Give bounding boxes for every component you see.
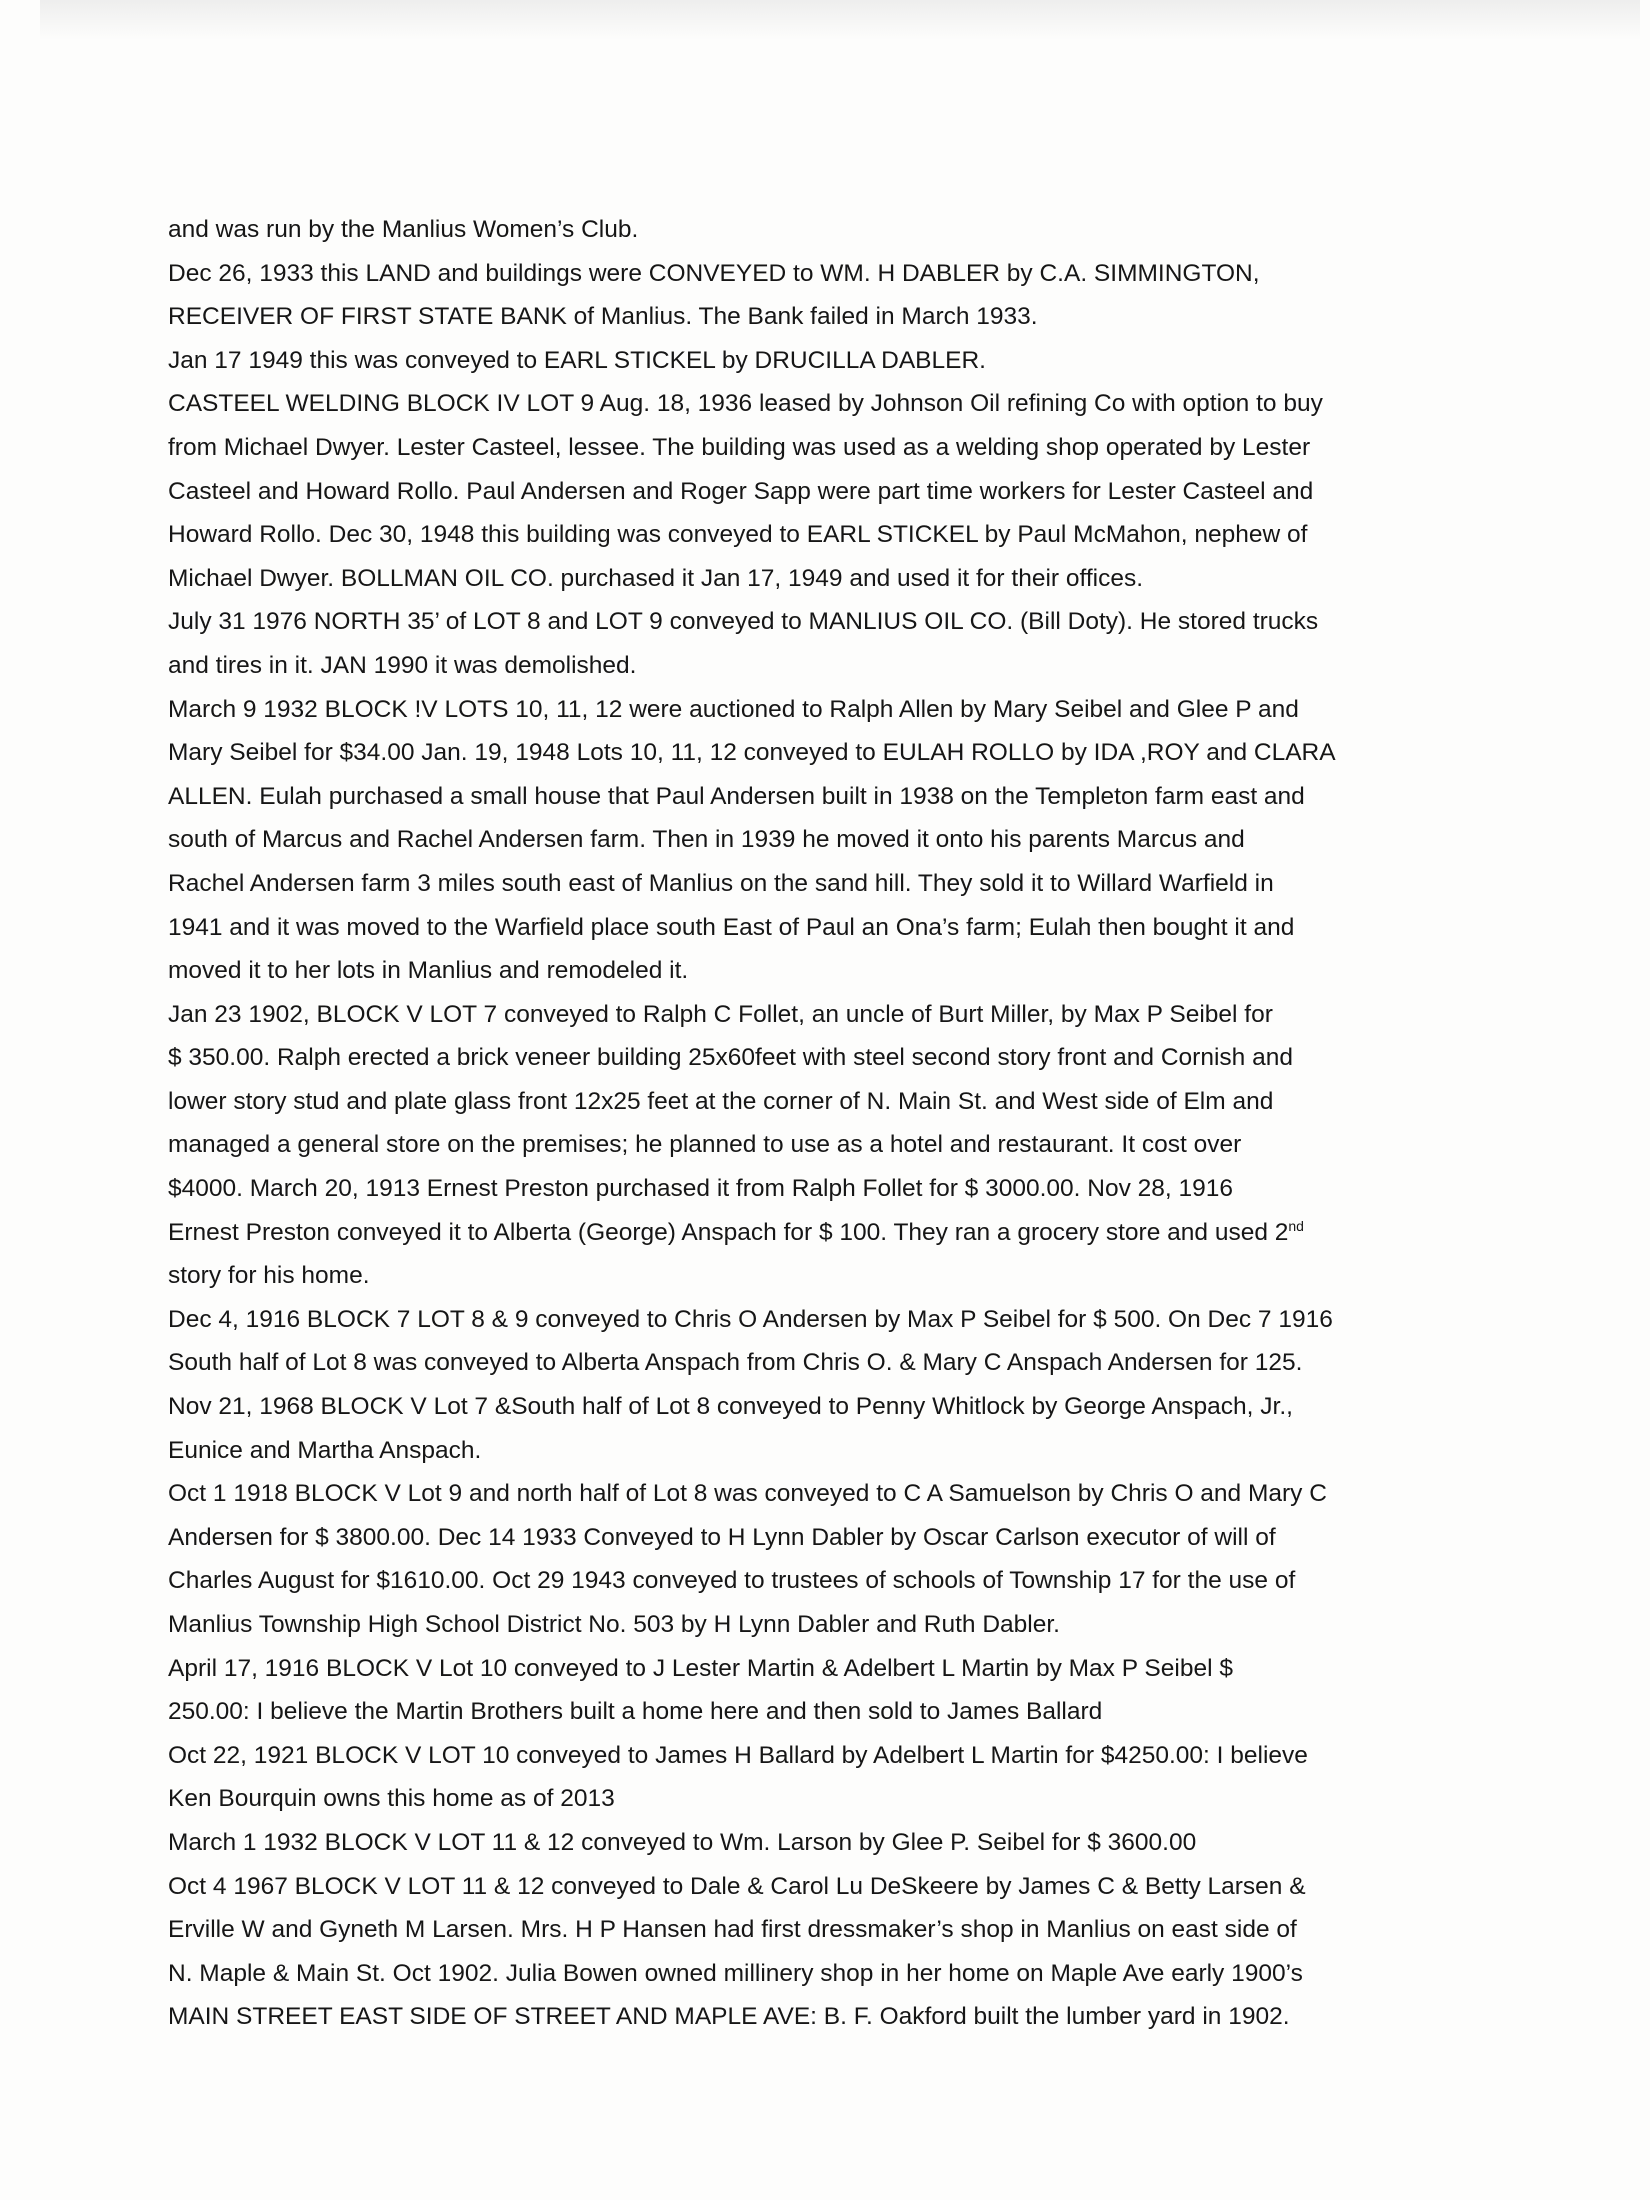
text-line: 1941 and it was moved to the Warfield place south East of Paul an Ona’s farm; Eulah then bought it and <box>168 913 1295 941</box>
text-line: MAIN STREET EAST SIDE OF STREET AND MAPLE AVE: B. F. Oakford built the lumber yard in 1902. <box>168 2003 1290 2031</box>
text-line: Dec 4, 1916 BLOCK 7 LOT 8 & 9 conveyed to Chris O Andersen by Max P Seibel for $ 500. On Dec 7 1916 <box>168 1305 1333 1333</box>
text-line: Erville W and Gyneth M Larsen. Mrs. H P Hansen had first dressmaker’s shop in Manlius on east side of <box>168 1916 1297 1944</box>
text-line: RECEIVER OF FIRST STATE BANK of Manlius. The Bank failed in March 1933. <box>168 303 1038 331</box>
text-line: Andersen for $ 3800.00. Dec 14 1933 Conveyed to H Lynn Dabler by Oscar Carlson executor of will of <box>168 1523 1276 1551</box>
text-line: and was run by the Manlius Women’s Club. <box>168 216 639 243</box>
text-line <box>168 1211 1468 1255</box>
text-line: Rachel Andersen farm 3 miles south east of Manlius on the sand hill. They sold it to Willard Warfield in <box>168 869 1274 897</box>
text-line: March 1 1932 BLOCK V LOT 11 & 12 conveyed to Wm. Larson by Glee P. Seibel for $ 3600.00 <box>168 1828 1197 1856</box>
text-line: March 9 1932 BLOCK !V LOTS 10, 11, 12 were auctioned to Ralph Allen by Mary Seibel and Glee P and <box>168 695 1299 723</box>
text-line: Dec 26, 1933 this LAND and buildings were CONVEYED to WM. H DABLER by C.A. SIMMINGTON, <box>168 259 1260 287</box>
text-line: Oct 4 1967 BLOCK V LOT 11 & 12 conveyed to Dale & Carol Lu DeSkeere by James C & Betty Larsen & <box>168 1872 1306 1900</box>
text-line: south of Marcus and Rachel Andersen farm. Then in 1939 he moved it onto his parents Marcus and <box>168 826 1245 854</box>
text-line: from Michael Dwyer. Lester Casteel, lessee. The building was used as a welding shop operated by Lester <box>168 433 1311 461</box>
text-line: ALLEN. Eulah purchased a small house that Paul Andersen built in 1938 on the Templeton farm east and <box>168 782 1305 810</box>
text-line: moved it to her lots in Manlius and remodeled it. <box>168 957 689 985</box>
text-line-body: Ernest Preston conveyed it to Alberta (George) Anspach for $ 100. They ran a grocery store and used 2 <box>168 1218 1289 1246</box>
document-body <box>168 208 1468 2039</box>
text-line: and tires in it. JAN 1990 it was demolished. <box>168 651 637 679</box>
text-line: Oct 22, 1921 BLOCK V LOT 10 conveyed to James H Ballard by Adelbert L Martin for $4250.00: I believe <box>168 1741 1308 1769</box>
text-line: 250.00: I believe the Martin Brothers built a home here and then sold to James Ballard <box>168 1698 1103 1726</box>
text-line: Nov 21, 1968 BLOCK V Lot 7 &South half of Lot 8 conveyed to Penny Whitlock by George Anspach, Jr., <box>168 1393 1293 1421</box>
text-line: $ 350.00. Ralph erected a brick veneer building 25x60feet with steel second story front and Cornish and <box>168 1044 1293 1072</box>
text-line: Casteel and Howard Rollo. Paul Andersen and Roger Sapp were part time workers for Lester Casteel and <box>168 477 1314 505</box>
text-line: South half of Lot 8 was conveyed to Alberta Anspach from Chris O. & Mary C Anspach Andersen for 125. <box>168 1349 1303 1377</box>
text-line: CASTEEL WELDING BLOCK IV LOT 9 Aug. 18, 1936 leased by Johnson Oil refining Co with option to buy <box>168 390 1323 418</box>
text-line: story for his home. <box>168 1262 370 1290</box>
text-line: $4000. March 20, 1913 Ernest Preston purchased it from Ralph Follet for $ 3000.00. Nov 28, 1916 <box>168 1175 1234 1203</box>
ordinal-superscript: nd <box>1288 1217 1304 1234</box>
text-line: lower story stud and plate glass front 12x25 feet at the corner of N. Main St. and West side of Elm and <box>168 1087 1274 1115</box>
text-line: April 17, 1916 BLOCK V Lot 10 conveyed to J Lester Martin & Adelbert L Martin by Max P Seibel $ <box>168 1654 1233 1682</box>
text-line: Eunice and Martha Anspach. <box>168 1436 482 1464</box>
scan-artifact-top <box>40 0 1640 40</box>
text-line: Jan 17 1949 this was conveyed to EARL STICKEL by DRUCILLA DABLER. <box>168 346 986 374</box>
text-line: Mary Seibel for $34.00 Jan. 19, 1948 Lots 10, 11, 12 conveyed to EULAH ROLLO by IDA ,ROY and CLARA <box>168 739 1336 767</box>
text-line: Michael Dwyer. BOLLMAN OIL CO. purchased it Jan 17, 1949 and used it for their offices. <box>168 564 1144 592</box>
text-line: Manlius Township High School District No. 503 by H Lynn Dabler and Ruth Dabler. <box>168 1611 1060 1638</box>
text-line: managed a general store on the premises; he planned to use as a hotel and restaurant. It cost over <box>168 1131 1242 1159</box>
text-line: N. Maple & Main St. Oct 1902. Julia Bowen owned millinery shop in her home on Maple Ave early 1900’s <box>168 1959 1303 1987</box>
text-line: Ken Bourquin owns this home as of 2013 <box>168 1785 615 1813</box>
text-line: July 31 1976 NORTH 35’ of LOT 8 and LOT 9 conveyed to MANLIUS OIL CO. (Bill Doty). He stored trucks <box>168 608 1319 636</box>
text-line: Jan 23 1902, BLOCK V LOT 7 conveyed to Ralph C Follet, an uncle of Burt Miller, by Max P Seibel for <box>168 1000 1273 1028</box>
text-line: Charles August for $1610.00. Oct 29 1943 conveyed to trustees of schools of Township 17 for the use of <box>168 1567 1296 1595</box>
text-line: Oct 1 1918 BLOCK V Lot 9 and north half of Lot 8 was conveyed to C A Samuelson by Chris O and Mary C <box>168 1480 1327 1508</box>
text-line: Howard Rollo. Dec 30, 1948 this building was conveyed to EARL STICKEL by Paul McMahon, nephew of <box>168 521 1308 549</box>
